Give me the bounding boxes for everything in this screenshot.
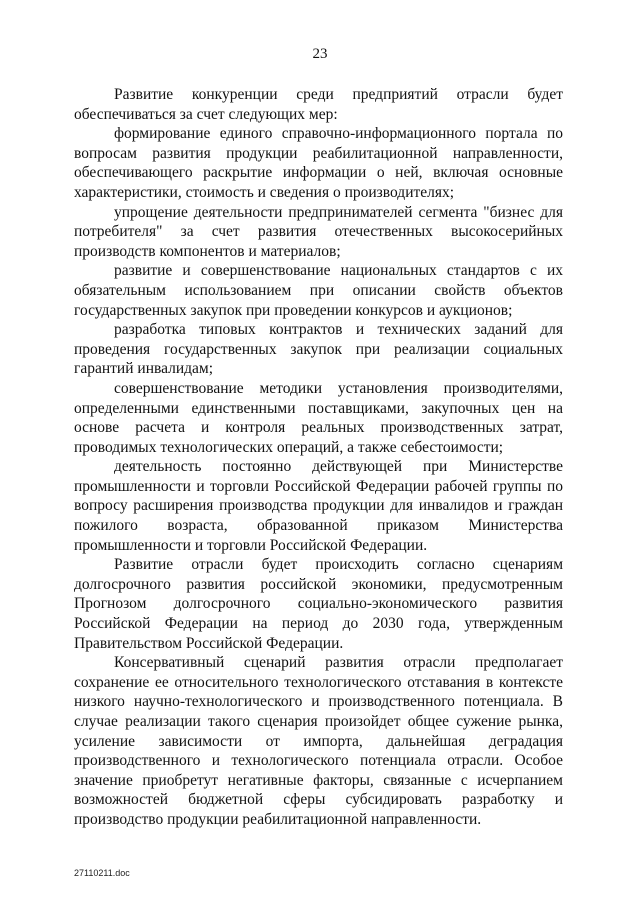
paragraph: упрощение деятельности предпринимателей сегмента "бизнес для потребителя" за счет развития отечественных высокосерийных производств компонентов и материалов; xyxy=(74,203,563,260)
paragraph: разработка типовых контрактов и технических заданий для проведения государственных закупок при реализации социальных гарантий инвалидам; xyxy=(74,321,563,378)
paragraph: Развитие конкуренции среди предприятий отрасли будет обеспечиваться за счет следующих мер: xyxy=(74,86,563,123)
paragraph: совершенствование методики установления производителями, определенными единственными поставщиками, закупочных цен на основе расчета и контроля реальных производственных затрат, проводимых технологических операций, а также себестоимости; xyxy=(74,379,563,456)
document-body xyxy=(74,85,563,830)
paragraph: формирование единого справочно-информационного портала по вопросам развития продукции реабилитационной направленности, обеспечивающего раскрытие информации о ней, включая основные характеристики, стоимость и сведения о производителях; xyxy=(74,125,563,201)
paragraph: Консервативный сценарий развития отрасли предполагает сохранение ее относительного технологического отставания в контексте низкого научно-технологического и производственного потенциала. В случае реализации такого сценария произойдет общее сужение рынка, усиление зависимости от импорта, дальнейшая деградация производственного и технологического потенциала отрасли. Особое значение приобретут негативные факторы, связанные с исчерпанием возможностей бюджетной сферы субсидировать разработку и производство продукции реабилитационной направленности. xyxy=(74,654,563,828)
paragraph: деятельность постоянно действующей при Министерстве промышленности и торговли Российской Федерации рабочей группы по вопросу расширения производства продукции для инвалидов и граждан пожилого возраста, образованной приказом Министерства промышленности и торговли Российской Федерации. xyxy=(74,458,563,554)
paragraph: развитие и совершенствование национальных стандартов с их обязательным использованием при описании свойств объектов государственных закупок при проведении конкурсов и аукционов; xyxy=(74,262,563,319)
file-name-footer: 27110211.doc xyxy=(74,868,130,878)
paragraph: Развитие отрасли будет происходить согласно сценариям долгосрочного развития российской экономики, предусмотренным Прогнозом долгосрочного социально-экономического развития Российской Федерации на период до 2030 года, утвержденным Правительством Российской Федерации. xyxy=(74,556,563,652)
page-number: 23 xyxy=(312,46,328,62)
